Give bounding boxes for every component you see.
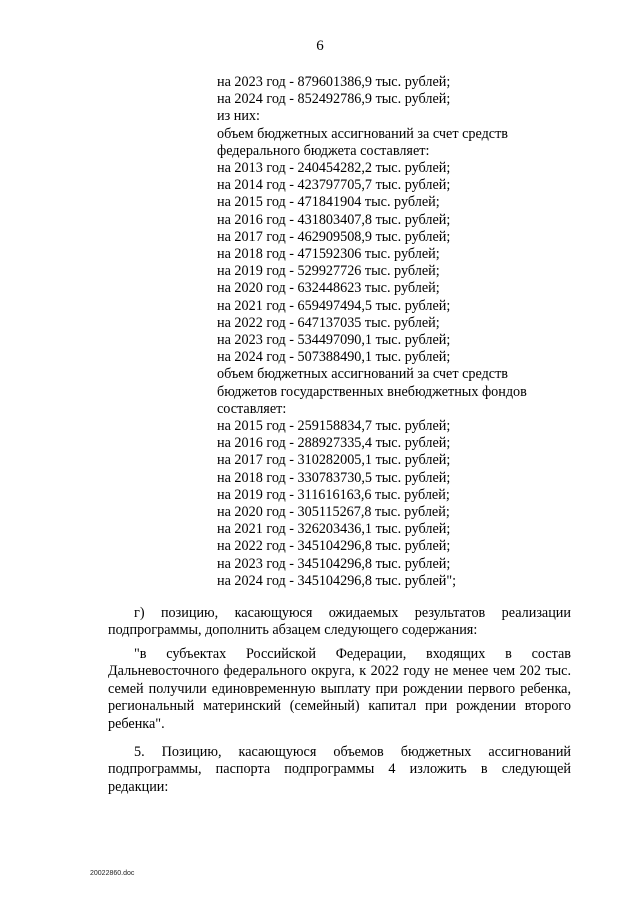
- document-footer: 20022860.doc: [90, 870, 135, 877]
- allocation-line: на 2024 год - 852492786,9 тыс. рублей;: [217, 91, 451, 108]
- allocation-line: на 2024 год - 345104296,8 тыс. рублей";: [217, 572, 457, 589]
- allocation-line: на 2017 год - 310282005,1 тыс. рублей;: [217, 452, 451, 469]
- paragraph-5-line: редакции:: [108, 778, 169, 795]
- allocation-line: на 2018 год - 330783730,5 тыс. рублей;: [217, 469, 451, 486]
- paragraph-5-line: подпрограммы, паспорта подпрограммы 4 изложить в следующей: [108, 761, 571, 778]
- allocation-line: на 2022 год - 647137035 тыс. рублей;: [217, 314, 440, 331]
- allocation-line: на 2022 год - 345104296,8 тыс. рублей;: [217, 538, 451, 555]
- allocation-line: на 2020 год - 305115267,8 тыс. рублей;: [217, 504, 450, 521]
- allocation-line: на 2023 год - 345104296,8 тыс. рублей;: [217, 555, 451, 572]
- allocation-line: на 2018 год - 471592306 тыс. рублей;: [217, 246, 440, 263]
- allocation-line: на 2024 год - 507388490,1 тыс. рублей;: [217, 349, 451, 366]
- quote-line: ребенка".: [108, 715, 165, 732]
- quote-line: Дальневосточного федерального округа, к 2022 году не менее чем 202 тыс.: [108, 663, 571, 680]
- quoted-paragraph: [108, 646, 571, 733]
- allocation-line: на 2023 год - 534497090,1 тыс. рублей;: [217, 332, 451, 349]
- paragraph-5-line: 5. Позицию, касающуюся объемов бюджетных ассигнований: [134, 744, 571, 760]
- quote-line: "в субъектах Российской Федерации, входящих в состав: [134, 646, 571, 662]
- allocation-line: на 2023 год - 879601386,9 тыс. рублей;: [217, 74, 451, 90]
- allocation-line: бюджетов государственных внебюджетных фондов: [217, 383, 527, 400]
- allocation-line: на 2020 год - 632448623 тыс. рублей;: [217, 280, 440, 297]
- allocation-line: на 2015 год - 471841904 тыс. рублей;: [217, 194, 440, 211]
- allocation-line: объем бюджетных ассигнований за счет средств: [217, 125, 508, 142]
- allocation-line: на 2021 год - 326203436,1 тыс. рублей;: [217, 521, 451, 538]
- allocation-line: на 2021 год - 659497494,5 тыс. рублей;: [217, 297, 451, 314]
- allocation-line: на 2019 год - 529927726 тыс. рублей;: [217, 263, 440, 280]
- paragraph-5: [108, 744, 571, 796]
- paragraph-g-line: г) позицию, касающуюся ожидаемых результатов реализации: [134, 605, 571, 621]
- allocation-line: на 2016 год - 288927335,4 тыс. рублей;: [217, 435, 451, 452]
- allocation-line: на 2017 год - 462909508,9 тыс. рублей;: [217, 228, 451, 245]
- allocation-line: на 2013 год - 240454282,2 тыс. рублей;: [217, 160, 451, 177]
- page-number: 6: [316, 38, 324, 54]
- allocation-line: составляет:: [217, 400, 287, 417]
- paragraph-g-line: подпрограммы, дополнить абзацем следующего содержания:: [108, 622, 478, 639]
- allocation-line: федерального бюджета составляет:: [217, 142, 430, 159]
- allocation-line: объем бюджетных ассигнований за счет средств: [217, 366, 508, 383]
- quote-line: региональный материнский (семейный) капитал при рождении второго: [108, 698, 571, 715]
- allocations-block: [217, 74, 587, 590]
- allocation-line: из них:: [217, 108, 260, 125]
- allocation-line: на 2019 год - 311616163,6 тыс. рублей;: [217, 486, 450, 503]
- quote-line: семей получили единовременную выплату при рождении первого ребенка,: [108, 680, 571, 697]
- paragraph-g: [108, 605, 571, 640]
- allocation-line: на 2016 год - 431803407,8 тыс. рублей;: [217, 211, 451, 228]
- allocation-line: на 2014 год - 423797705,7 тыс. рублей;: [217, 177, 451, 194]
- allocation-line: на 2015 год - 259158834,7 тыс. рублей;: [217, 418, 451, 435]
